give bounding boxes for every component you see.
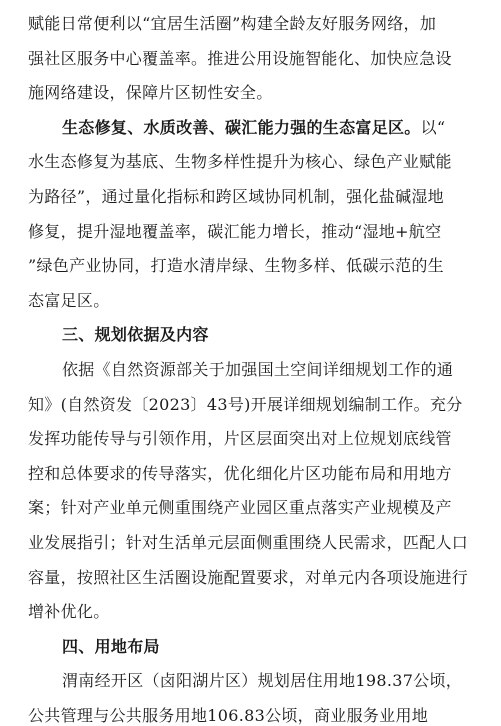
paragraph-2-line-4: 修复，提升湿地覆盖率，碳汇能力增长，推动“湿地+航空 (28, 222, 442, 241)
paragraph-1-line-3: 施网络建设，保障片区韧性安全。 (28, 83, 273, 102)
paragraph-3-line-4: 控和总体要求的传导落实，优化细化片区功能布局和用地方 (28, 464, 452, 483)
paragraph-2-line-1-rest: 以“ (420, 118, 446, 137)
paragraph-3-line-2: 知》(自然资发〔2023〕43号)开展详细规划编制工作。充分 (28, 395, 463, 414)
paragraph-3-line-1: 依据《自然资源部关于加强国土空间详细规划工作的通 (62, 360, 454, 379)
paragraph-3-line-6: 业发展指引；针对生活单元层面侧重围绕人民需求，匹配人口 (28, 533, 469, 552)
paragraph-3-line-7: 容量，按照社区生活圈设施配置要求，对单元内各项设施进行 (28, 568, 469, 587)
section-3-heading: 三、规划依据及内容 (62, 325, 209, 344)
paragraph-3-line-5: 案；针对产业单元侧重围绕产业园区重点落实产业规模及产 (28, 498, 452, 517)
paragraph-1-line-1: 赋能日常便利以“宜居生活圈”构建全龄友好服务网络，加 (28, 14, 437, 33)
paragraph-2-bold-lead: 生态修复、水质改善、碳汇能力强的生态富足区。 (62, 118, 421, 137)
paragraph-3-line-3: 发挥功能传导与引领作用，片区层面突出对上位规划底线管 (28, 429, 452, 448)
paragraph-2-line-2: 水生态修复为基底、生物多样性提升为核心、绿色产业赋能 (28, 152, 452, 171)
paragraph-2-line-5: ”绿色产业协同，打造水清岸绿、生物多样、低碳示范的生 (28, 256, 444, 275)
section-4-heading: 四、用地布局 (62, 637, 160, 656)
paragraph-3-line-8: 增补优化。 (28, 602, 110, 621)
paragraph-2-line-1 (62, 118, 478, 138)
paragraph-2-line-3: 为路径”，通过量化指标和跨区域协同机制，强化盐碱湿地 (28, 187, 444, 206)
paragraph-4-line-1: 渭南经开区（卤阳湖片区）规划居住用地198.37公顷， (62, 671, 463, 690)
paragraph-4-line-2: 公共管理与公共服务用地106.83公顷，商业服务业用地 (28, 706, 429, 725)
paragraph-2-line-6: 态富足区。 (28, 291, 110, 310)
paragraph-1-line-2: 强社区服务中心覆盖率。推进公用设施智能化、加快应急设 (28, 49, 452, 68)
